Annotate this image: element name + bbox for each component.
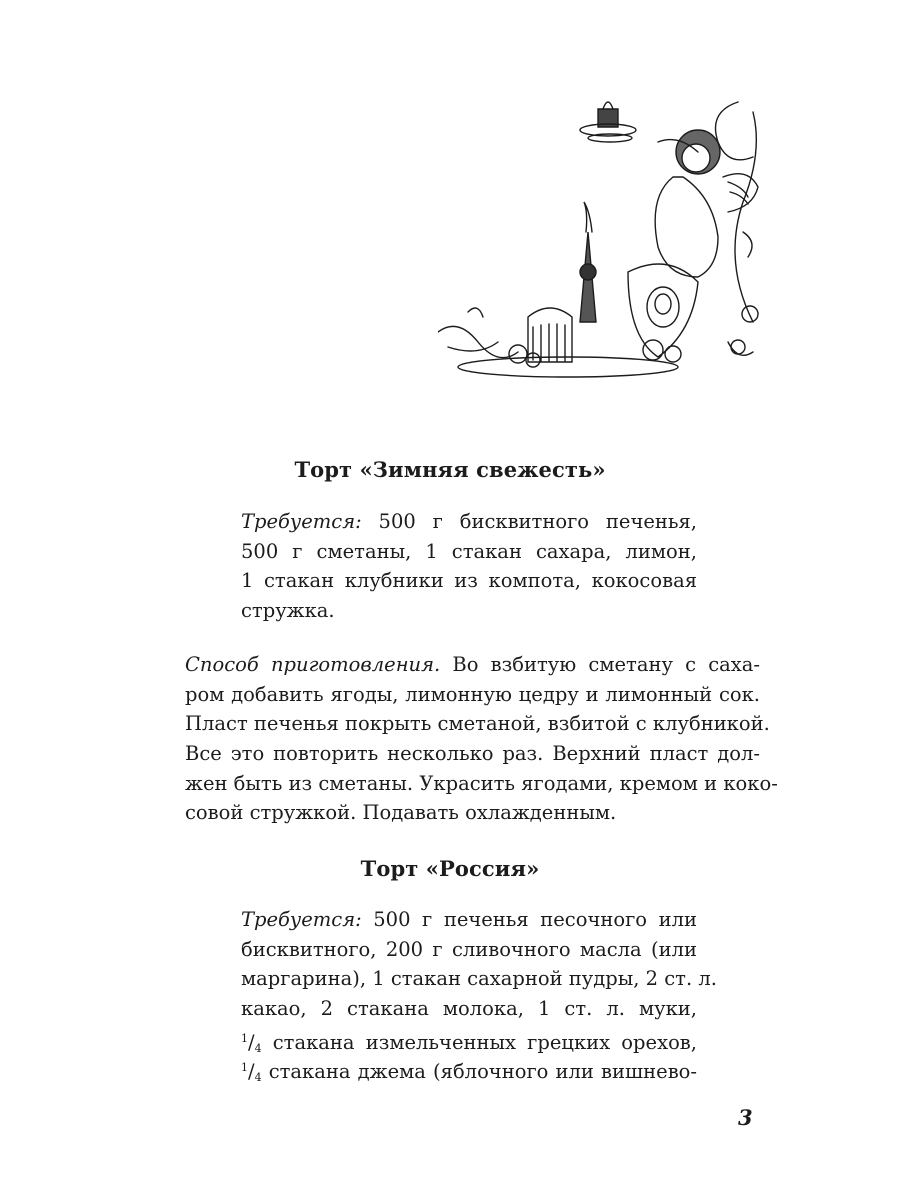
text-line: совой стружкой. Подавать охлажденным. [185,801,617,825]
recipe-requirements [241,905,717,1085]
recipe-title: Торт «Россия» [360,856,540,881]
text-line: Все это повторить несколько раз. Верхний пласт дол- [185,742,760,766]
text-line: $^1/_4$ стакана измельченных грецких орехов, [241,1030,697,1055]
fraction: $^1/_4$ [241,1030,262,1055]
text-line: Требуется: 500 г бисквитного печенья, [241,510,697,533]
fraction: $^1/_4$ [241,1060,262,1085]
text-line: Требуется: 500 г печенья песочного или [241,908,697,931]
recipe-method [185,650,778,828]
text-line: $^1/_4$ стакана джема (яблочного или вишнево- [241,1060,697,1085]
text-line: маргарина), 1 стакан сахарной пудры, 2 ст. л. [241,967,717,991]
page-number: 3 [738,1105,753,1130]
text-line: Способ приготовления. Во взбитую сметану с саха- [185,653,760,676]
text-line: Пласт печенья покрыть сметаной, взбитой с клубникой. [185,712,770,736]
text-line: ром добавить ягоды, лимонную цедру и лимонный сок. [185,682,760,706]
text-line: какао, 2 стакана молока, 1 ст. л. муки, [241,997,697,1021]
recipe-requirements [241,507,697,626]
method-label: Способ приготовления. [185,653,441,676]
cherub-cake-illustration [438,82,762,382]
text-line: 500 г сметаны, 1 стакан сахара, лимон, [241,539,697,563]
requirements-label: Требуется: [241,908,362,931]
recipe-title: Торт «Зимняя свежесть» [294,457,606,482]
requirements-label: Требуется: [241,510,362,533]
text-line: 1 стакан клубники из компота, кокосовая [241,569,697,593]
text-line: стружка. [241,599,335,623]
text-line: бисквитного, 200 г сливочного масла (или [241,937,697,961]
text-line: жен быть из сметаны. Украсить ягодами, кремом и коко- [185,771,778,795]
